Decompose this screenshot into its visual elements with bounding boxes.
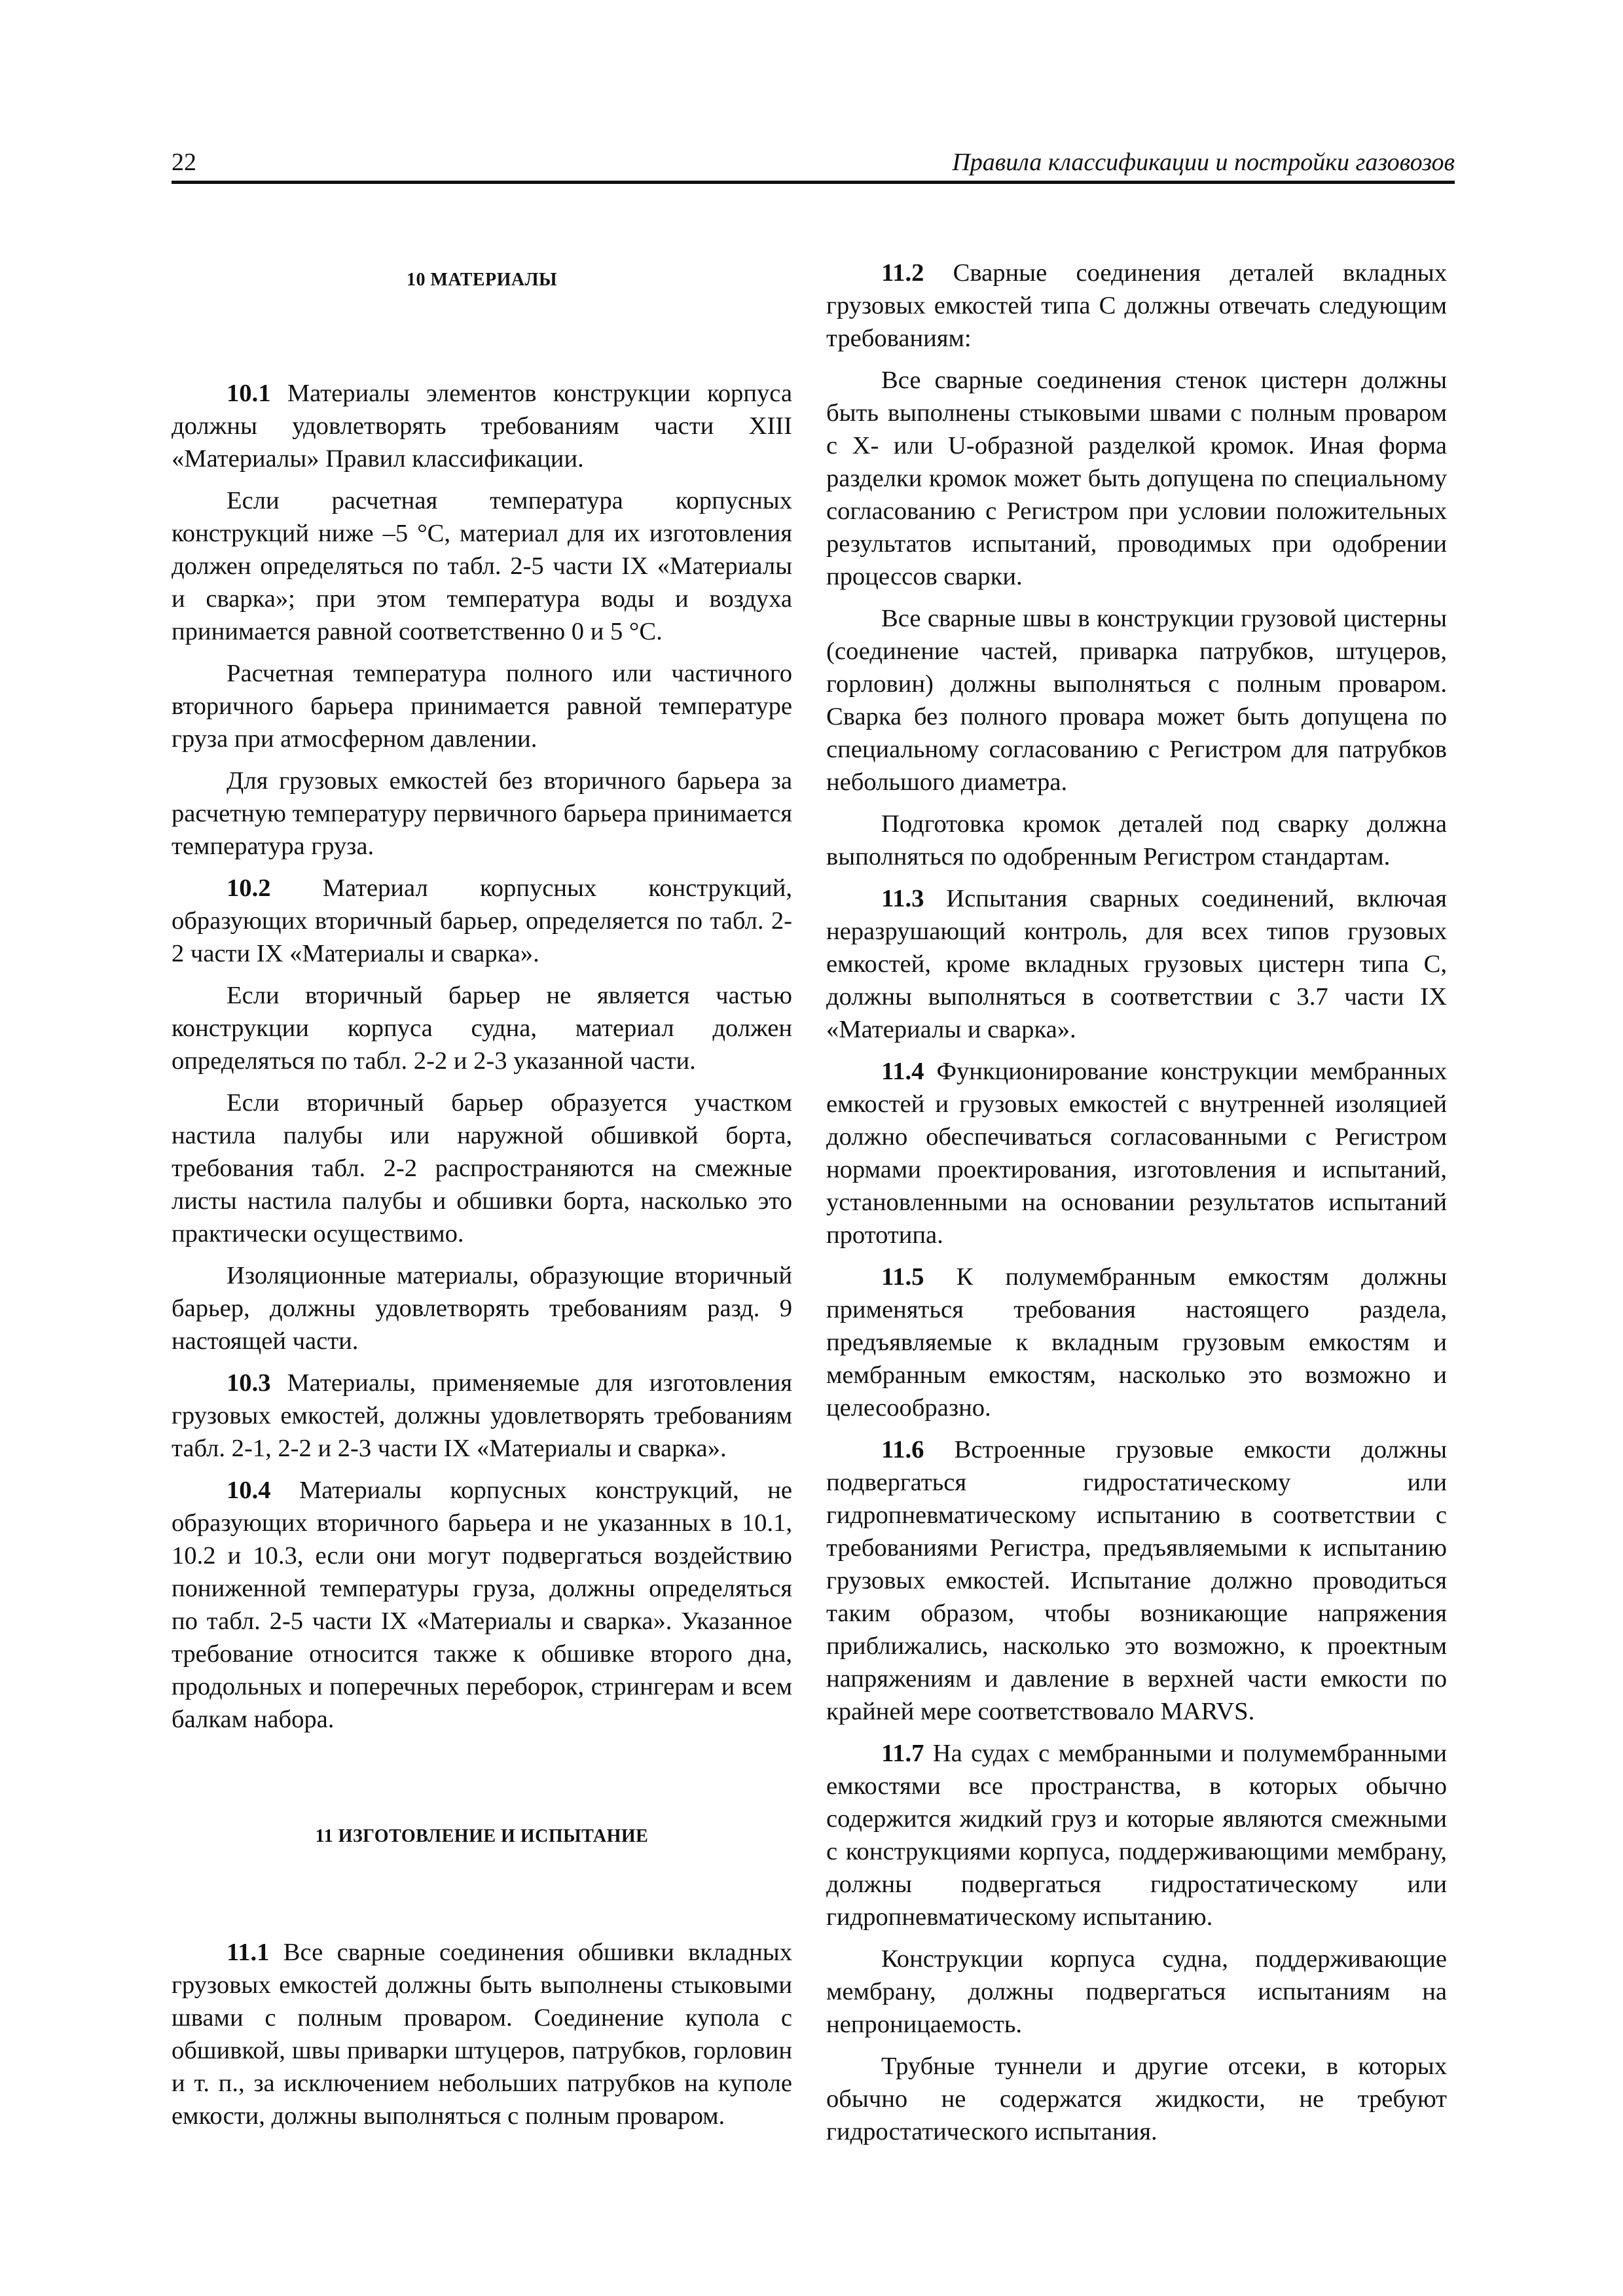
clause-number: 10.1 (227, 380, 271, 407)
clause-number: 11.4 (881, 1058, 924, 1085)
paragraph-11-5 (826, 1261, 1447, 1424)
clause-number: 11.1 (227, 1939, 270, 1966)
paragraph-text: Встроенные грузовые емкости должны подвергаться гидростатическому или гидропневматическому испытанию в соответствии с требованиями Регистра, предъявляемыми к испытанию грузовых емкостей. Испытание должно проводиться таким образом, чтобы возникающие напряжения приближались, насколько это возможно, к проектным напряжениям и давление в верхней части емкости по крайней мере соответствовало MARVS. (826, 1436, 1447, 1725)
paragraph: Подготовка кромок деталей под сварку должна выполняться по одобренным Регистром стандартам. (826, 810, 1447, 870)
page-header (172, 141, 1455, 184)
paragraph: Изоляционные материалы, образующие вторичный барьер, должны удовлетворять требованиям разд. 9 настоящей части. (172, 1262, 792, 1355)
paragraph-text: Материалы корпусных конструкций, не образующих вторичного барьера и не указанных в 10.1, 10.2 и 10.3, если они могут подвергаться воздействию пониженной температуры груза, должны определяться по табл. 2-5 части IX «Материалы и сварка». Указанное требование относится также к обшивке второго дна, продольных и поперечных переборок, стрингерам и всем балкам набора. (172, 1477, 792, 1733)
paragraph-text: Все сварные соединения обшивки вкладных грузовых емкостей должны быть выполнены стыковыми швами с полным проваром. Соединение купола с обшивкой, швы приварки штуцеров, патрубков, горловин и т. п., за исключением небольших патрубков на куполе емкости, должны выполняться с полным проваром. (172, 1939, 792, 2130)
paragraph: Для грузовых емкостей без вторичного барьера за расчетную температуру первичного барьера принимается температура груза. (172, 767, 792, 860)
paragraph: Конструкции корпуса судна, поддерживающие мембрану, должны подвергаться испытаниям на непроницаемость. (826, 1945, 1447, 2038)
paragraph-10-4 (172, 1474, 792, 1736)
running-title: Правила классификации и постройки газовозов (952, 149, 1455, 176)
paragraph-11-1 (172, 1936, 792, 2132)
paragraph-11-7 (826, 1737, 1447, 1933)
section-heading-manufacturing-testing: 11 ИЗГОТОВЛЕНИЕ И ИСПЫТАНИЕ (315, 1826, 649, 1846)
paragraph-11-4 (826, 1055, 1447, 1251)
paragraph-text: Материалы элементов конструкции корпуса должны удовлетворять требованиям части XIII «Материалы» Правил классификации. (172, 380, 792, 473)
paragraph: Все сварные соединения стенок цистерн должны быть выполнены стыковыми швами с полным проваром с Х- или U-образной разделкой кромок. Иная форма разделки кромок может быть допущена по специальному согласованию с Регистром при условии положительных результатов испытаний, проводимых при одобрении процессов сварки. (826, 367, 1447, 590)
paragraph-11-2 (826, 257, 1447, 355)
paragraph-10-2 (172, 872, 792, 970)
paragraph: Трубные туннели и другие отсеки, в которых обычно не содержатся жидкости, не требуют гидростатического испытания. (826, 2053, 1447, 2145)
paragraph-text: Материалы, применяемые для изготовления грузовых емкостей, должны удовлетворять требованиям табл. 2-1, 2-2 и 2-3 части IX «Материалы и сварка». (172, 1369, 792, 1462)
clause-number: 10.2 (227, 874, 271, 902)
paragraph-text: Материал корпусных конструкций, образующих вторичный барьер, определяется по табл. 2-2 части IX «Материалы и сварка». (172, 874, 792, 967)
paragraph-text: На судах с мембранными и полумембранными емкостями все пространства, в которых обычно содержится жидкий груз и которые являются смежными с конструкциями корпуса, поддерживающими мембрану, должны подвергаться гидростатическому или гидропневматическому испытанию. (826, 1740, 1447, 1931)
clause-number: 11.7 (881, 1740, 924, 1767)
clause-number: 11.2 (881, 259, 924, 287)
paragraph-text: К полумембранным емкостям должны применяться требования настоящего раздела, предъявляемые к вкладным грузовым емкостям и мембранным емкостям, насколько это возможно и целесообразно. (826, 1263, 1447, 1422)
clause-number: 11.5 (881, 1263, 924, 1291)
clause-number: 11.6 (881, 1436, 924, 1463)
paragraph: Если вторичный барьер образуется участком настила палубы или наружной обшивкой борта, требования табл. 2-2 распространяются на смежные листы настила палубы и обшивки борта, насколько это практически осуществимо. (172, 1089, 792, 1247)
paragraph-text: Функционирование конструкции мембранных емкостей и грузовых емкостей с внутренней изоляцией должно обеспечиваться согласованными с Регистром нормами проектирования, изготовления и испытаний, установленными на основании результатов испытаний прототипа. (826, 1058, 1447, 1249)
right-column (826, 257, 1447, 2148)
paragraph: Если расчетная температура корпусных конструкций ниже –5 °С, материал для их изготовления должен определяться по табл. 2-5 части IX «Материалы и сварка»; при этом температура воды и воздуха принимается равной соответственно 0 и 5 °С. (172, 487, 792, 645)
page-number: 22 (172, 149, 196, 176)
paragraph-text: Испытания сварных соединений, включая неразрушающий контроль, для всех типов грузовых емкостей, кроме вкладных грузовых цистерн типа С, должны выполняться в соответствии с 3.7 части IX «Материалы и сварка». (826, 885, 1447, 1043)
paragraph: Расчетная температура полного или частичного вторичного барьера принимается равной температуре груза при атмосферном давлении. (172, 660, 792, 753)
paragraph-11-3 (826, 882, 1447, 1046)
paragraph: Все сварные швы в конструкции грузовой цистерны (соединение частей, приварка патрубков, штуцеров, горловин) должны выполняться с полным проваром. Сварка без полного провара может быть допущена по специальному согласованию с Регистром для патрубков небольшого диаметра. (826, 605, 1447, 796)
clause-number: 10.4 (227, 1477, 271, 1504)
paragraph-10-1 (172, 377, 792, 475)
paragraph-10-3 (172, 1367, 792, 1465)
paragraph: Если вторичный барьер не является частью конструкции корпуса судна, материал должен определяться по табл. 2-2 и 2-3 указанной части. (172, 982, 792, 1075)
clause-number: 10.3 (227, 1369, 271, 1397)
left-column (172, 257, 792, 2132)
paragraph-11-6 (826, 1433, 1447, 1728)
clause-number: 11.3 (881, 885, 924, 912)
paragraph-text: Сварные соединения деталей вкладных грузовых емкостей типа С должны отвечать следующим требованиям: (826, 259, 1447, 352)
section-heading-materials: 10 МАТЕРИАЛЫ (407, 270, 557, 290)
